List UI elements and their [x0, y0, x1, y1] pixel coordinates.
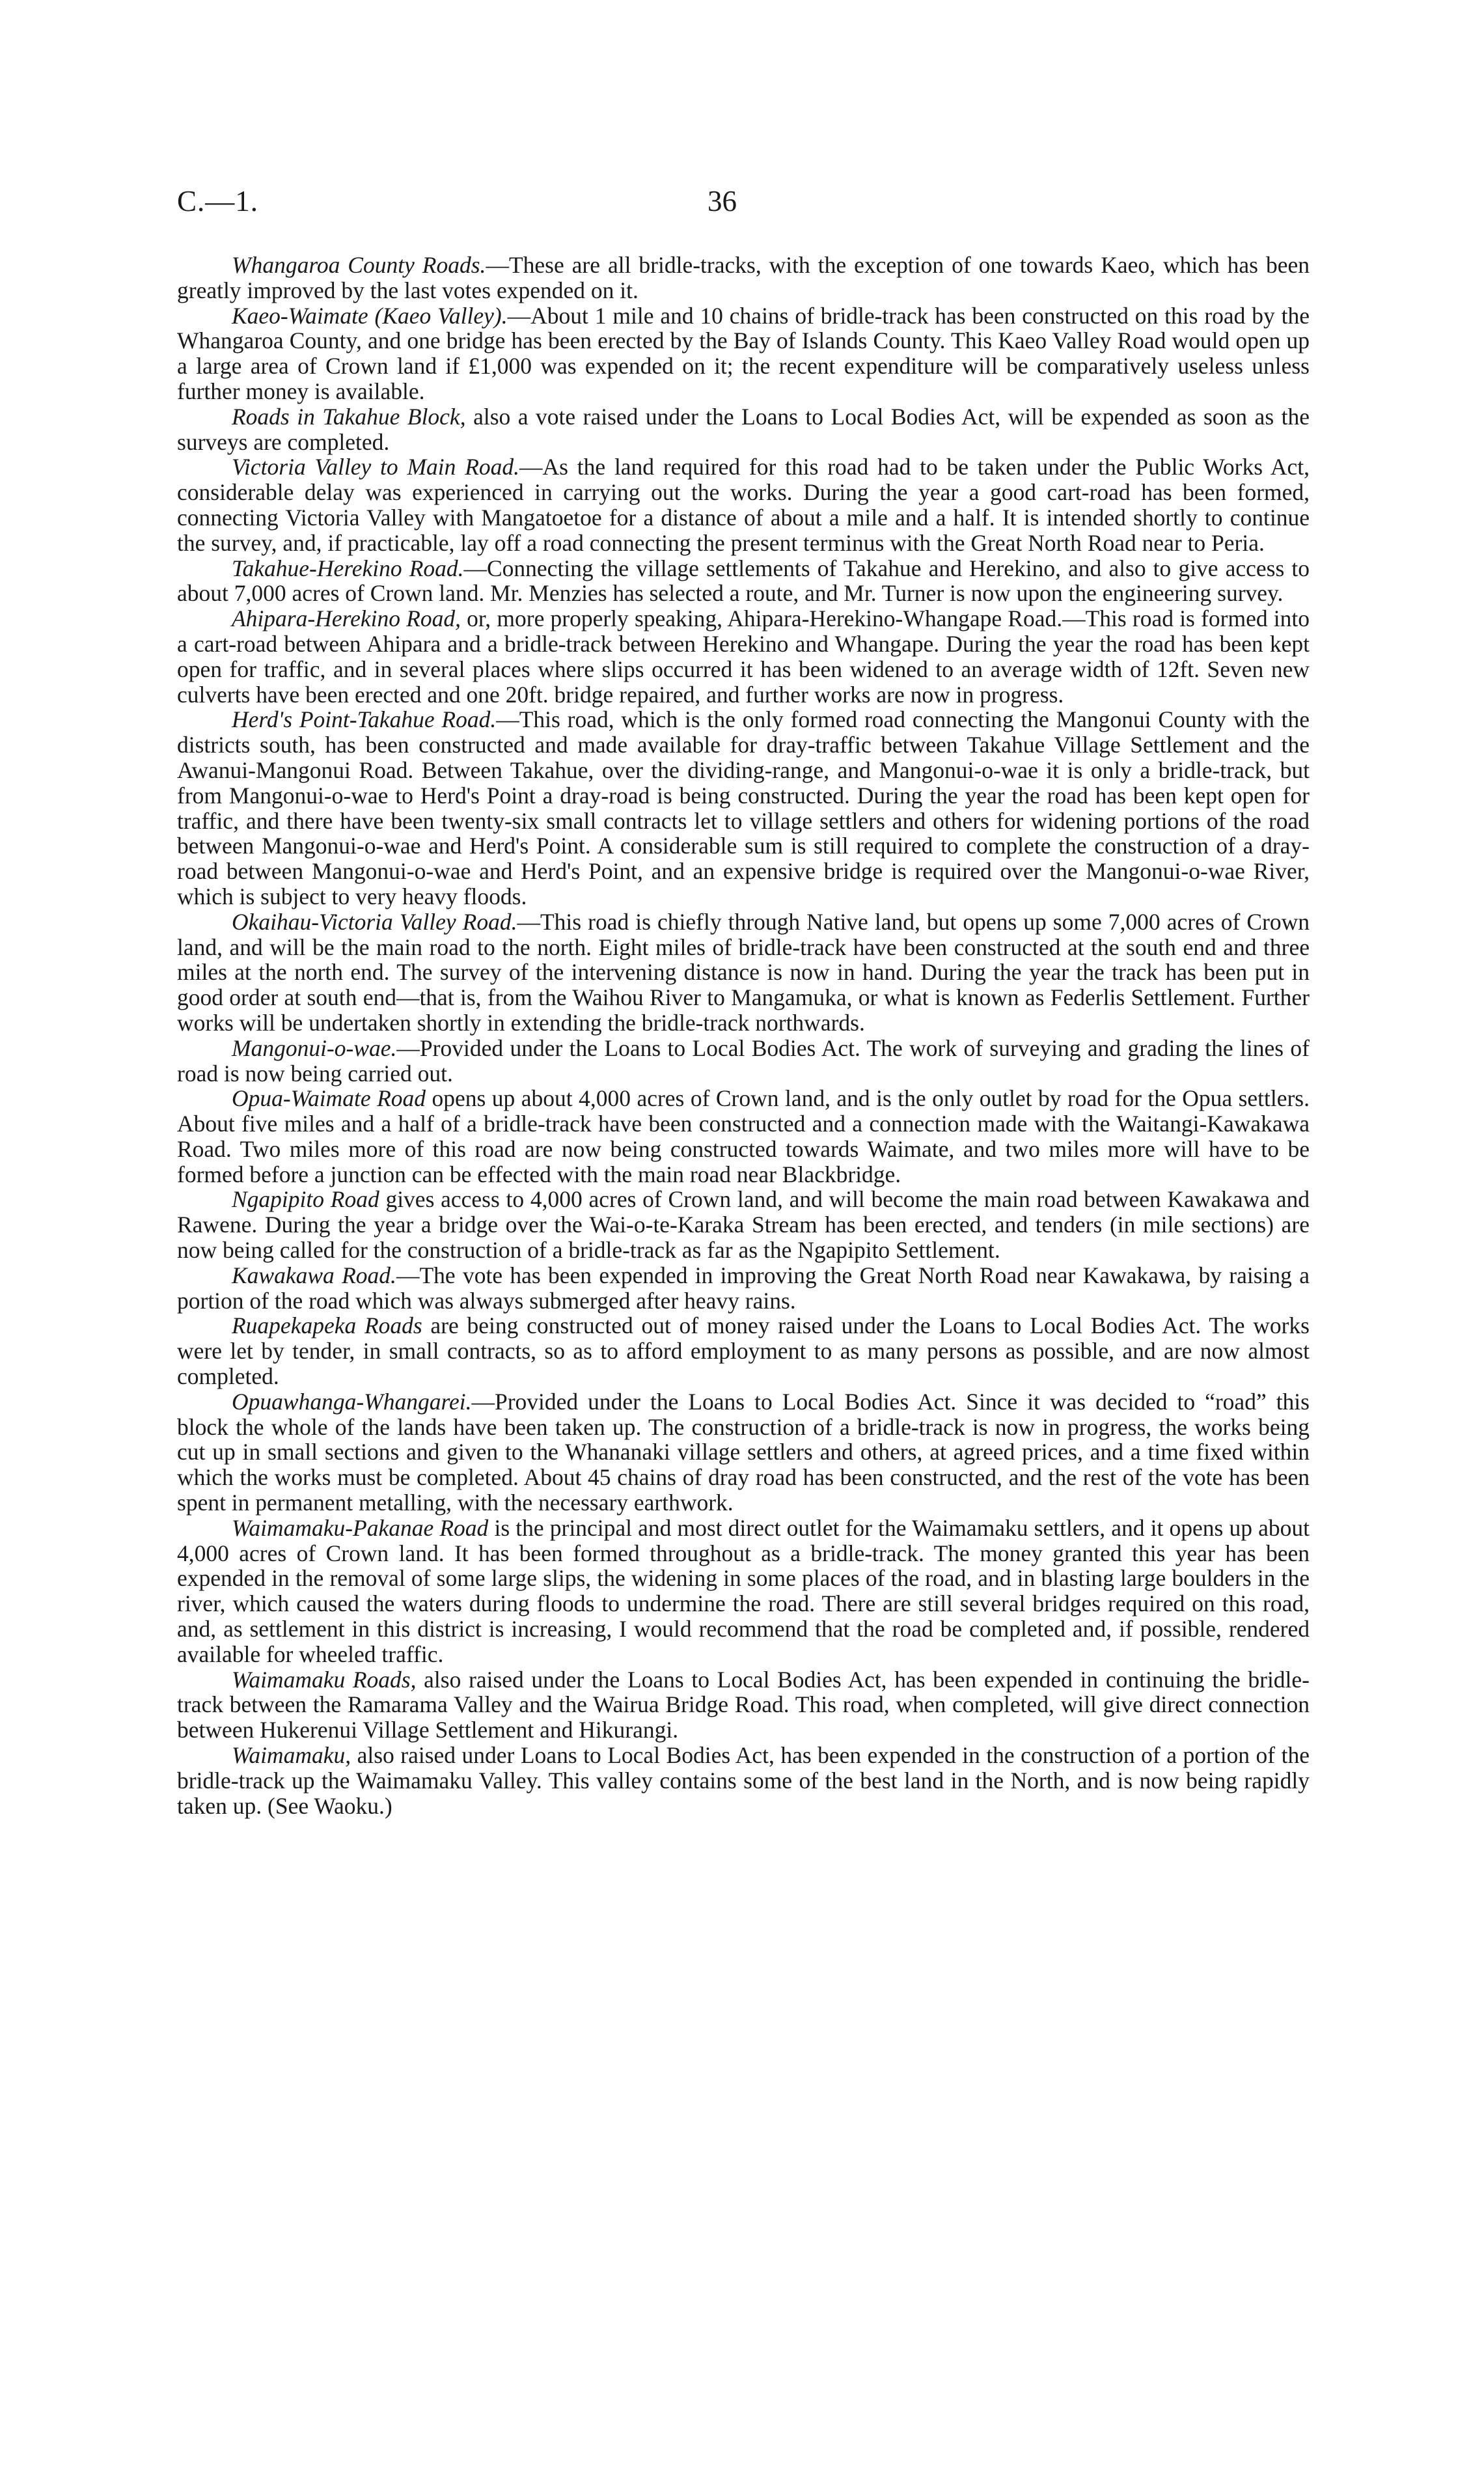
paragraph-text: —Provided under the Loans to Local Bodies Act. The work of surveying and grading the lines of road is now being carried out. [177, 1034, 1310, 1087]
body-text [177, 253, 1310, 1818]
paragraph-title: Ruapekapeka Roads [232, 1312, 422, 1339]
paragraph-herds-point-takahue-road [177, 707, 1310, 909]
paragraph-text: also raised under Loans to Local Bodies Act, has been expended in the construction of a portion of the bridle-track up the Waimamaku Valley. This valley contains some of the best land in the North, and is now being rapidly taken up. (See Waoku.) [177, 1742, 1310, 1819]
paragraph-title: Waimamaku, [232, 1742, 351, 1769]
paragraph-waimamaku [177, 1743, 1310, 1818]
paragraph-text: —These are all bridle-tracks, with the exception of one towards Kaeo, which has been greatly improved by the last votes expended on it. [177, 252, 1310, 303]
paragraph-title: Herd's Point-Takahue Road. [232, 706, 497, 733]
paragraph-whangaroa-county-roads [177, 253, 1310, 303]
paragraph-title: Kaeo-Waimate (Kaeo Valley). [232, 302, 508, 329]
paragraph-title: Roads in Takahue Block, [232, 403, 466, 430]
page-number: 36 [708, 185, 737, 217]
paragraph-text: gives access to 4,000 acres of Crown land, and will become the main road between Kawakawa and Rawene. During the year a bridge over the Wai-o-te-Karaka Stream has been erected, and tenders (in mile sections) are now being called for the construction of a bridle-track as far as the Ngapipito Settlement. [177, 1186, 1310, 1264]
paragraph-title: Waimamaku-Pakanae Road [232, 1514, 489, 1541]
paragraph-title: Opuawhanga-Whangarei. [232, 1388, 472, 1415]
paragraph-opuawhanga-whangarei [177, 1389, 1310, 1516]
paragraph-opua-waimate-road [177, 1086, 1310, 1187]
paragraph-text: opens up about 4,000 acres of Crown land, and is the only outlet by road for the Opua settlers. About five miles and a half of a bridle-track have been constructed and a connection made with the Waitangi-Kawakawa Road. Two miles more of this road are now being constructed towards Waimate, and two miles more will have to be formed before a junction can be effected with the main road near Blackbridge. [177, 1085, 1310, 1187]
paragraph-okaihau-victoria-valley-road [177, 909, 1310, 1036]
paragraph-text: —Provided under the Loans to Local Bodies Act. Since it was decided to “road” this block the whole of the lands have been taken up. The construction of a bridle-track is now in progress, the works being cut up in small sections and given to the Whananaki village settlers and others, at agreed prices, and a time fixed within which the works must be completed. About 45 chains of dray road has been constructed, and the rest of the vote has been spent in permanent metalling, with the necessary earthwork. [177, 1388, 1310, 1516]
paragraph-text: also raised under the Loans to Local Bodies Act, has been expended in continuing the bridle-track between the Ramarama Valley and the Wairua Bridge Road. This road, when completed, will give direct connection between Hukerenui Village Settlement and Hikurangi. [177, 1666, 1310, 1743]
paragraph-ngapipito-road [177, 1187, 1310, 1262]
paragraph-title: Ngapipito Road [232, 1186, 379, 1213]
paragraph-text: —Connecting the village settlements of Takahue and Herekino, and also to give access to about 7,000 acres of Crown land. Mr. Menzies has selected a route, and Mr. Turner is now upon the engineering survey. [177, 555, 1310, 607]
paragraph-victoria-valley-to-main-road [177, 454, 1310, 555]
paragraph-text: —About 1 mile and 10 chains of bridle-track has been constructed on this road by the Whangaroa County, and one bridge has been erected by the Bay of Islands County. This Kaeo Valley Road would open up a large area of Crown land if £1,000 was expended on it; the recent expenditure will be comparatively useless unless further money is available. [177, 302, 1310, 404]
paragraph-title: Mangonui-o-wae. [232, 1034, 397, 1061]
paragraph-title: Okaihau-Victoria Valley Road. [232, 908, 517, 935]
paragraph-roads-in-takahue-block [177, 404, 1310, 455]
paragraph-text: or, more properly speaking, Ahipara-Herekino-Whangape Road.—This road is formed into a cart-road between Ahipara and a bridle-track between Herekino and Whangape. During the year the road has been kept open for traffic, and in several places where slips occurred it has been widened to an average width of 12ft. Seven new culverts have been erected and one 20ft. bridge repaired, and further works are now in progress. [177, 605, 1310, 708]
paragraph-title: Victoria Valley to Main Road. [232, 454, 520, 480]
paragraph-kawakawa-road [177, 1263, 1310, 1314]
paragraph-mangonui-o-wae [177, 1036, 1310, 1087]
page-header [177, 184, 1310, 223]
paragraph-text: —As the land required for this road had to be taken under the Public Works Act, considerable delay was experienced in carrying out the works. During the year a good cart-road has been formed, connecting Victoria Valley with Mangatoetoe for a distance of about a mile and a half. It is intended shortly to continue the survey, and, if practicable, lay off a road connecting the present terminus with the Great North Road near to Peria. [177, 454, 1310, 556]
paragraph-text: are being constructed out of money raised under the Loans to Local Bodies Act. The works were let by tender, in small contracts, so as to afford employment to as many persons as possible, and are now almost completed. [177, 1312, 1310, 1390]
paragraph-text: —The vote has been expended in improving the Great North Road near Kawakawa, by raising a portion of the road which was always submerged after heavy rains. [177, 1262, 1310, 1314]
paragraph-title: Kawakawa Road. [232, 1262, 396, 1288]
paragraph-text: —This road is chiefly through Native land, but opens up some 7,000 acres of Crown land, and will be the main road to the north. Eight miles of bridle-track have been constructed at the south end and three miles at the north end. The survey of the intervening distance is now in hand. During the year the track has been put in good order at south end—that is, from the Waihou River to Mangamuka, or what is known as Federlis Settlement. Further works will be undertaken shortly in extending the bridle-track northwards. [177, 908, 1310, 1036]
paragraph-title: Takahue-Herekino Road. [232, 555, 464, 581]
paragraph-text: is the principal and most direct outlet for the Waimamaku settlers, and it opens up about 4,000 acres of Crown land. It has been formed throughout as a bridle-track. The money granted this year has been expended in the removal of some large slips, the widening in some places of the road, and in blasting large boulders in the river, which caused the waters during floods to undermine the road. There are still several bridges required on this road, and, as settlement in this district is increasing, I would recommend that the road be completed and, if possible, rendered available for wheeled traffic. [177, 1514, 1310, 1667]
paragraph-ruapekapeka-roads [177, 1313, 1310, 1389]
paragraph-title: Waimamaku Roads, [232, 1666, 417, 1693]
paragraph-waimamaku-roads [177, 1667, 1310, 1743]
paragraph-title: Whangaroa County Roads. [232, 252, 486, 278]
paragraph-text: —This road, which is the only formed road connecting the Mangonui County with the districts south, has been constructed and made available for dray-traffic between Takahue Village Settlement and the Awanui-Mangonui Road. Between Takahue, over the dividing-range, and Mangonui-o-wae it is only a bridle-track, but from Mangonui-o-wae to Herd's Point a dray-road is being constructed. During the year the road has been kept open for traffic, and there have been twenty-six small contracts let to village settlers and others for widening portions of the road between Mangonui-o-wae and Herd's Point. A considerable sum is still required to complete the construction of a dray-road between Mangonui-o-wae and Herd's Point, and an expensive bridge is required over the Mangonui-o-wae River, which is subject to very heavy floods. [177, 706, 1310, 909]
paragraph-waimamaku-pakanae-road [177, 1516, 1310, 1667]
paragraph-title: Opua-Waimate Road [232, 1085, 426, 1112]
paragraph-text: also a vote raised under the Loans to Local Bodies Act, will be expended as soon as the surveys are completed. [177, 403, 1310, 455]
paragraph-ahipara-herekino-road [177, 606, 1310, 707]
paragraph-title: Ahipara-Herekino Road, [232, 605, 461, 632]
document-code: C.—1. [177, 185, 259, 217]
paragraph-takahue-herekino-road [177, 556, 1310, 607]
paragraph-kaeo-waimate [177, 303, 1310, 404]
